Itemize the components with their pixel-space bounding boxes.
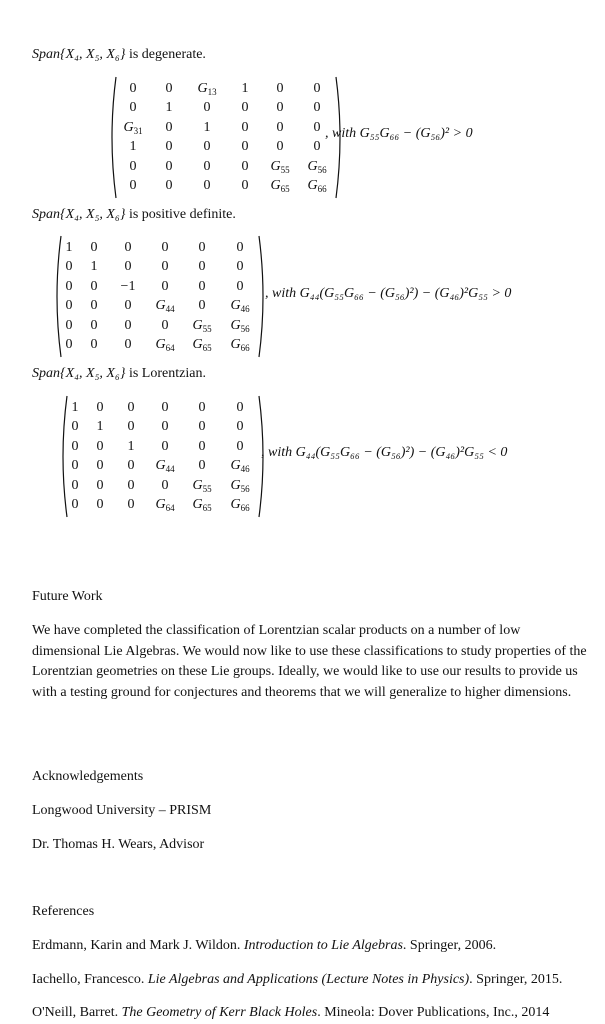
acknowledgement-item: Dr. Thomas H. Wears, Advisor [32, 837, 205, 852]
matrix-entry-text: 0 [313, 119, 321, 135]
reference-authors: Erdmann, Karin and Mark J. Wildon. [32, 938, 244, 953]
matrix-entry [184, 238, 220, 258]
section-heading-lorentzian [32, 364, 206, 384]
matrix-entry: $G_{13}$ [197, 80, 217, 97]
matrix-entry [115, 177, 151, 197]
matrix-entry-text: 0 [165, 158, 173, 174]
matrix-entry [184, 398, 220, 418]
acknowledgement-item: Longwood University – PRISM [32, 803, 212, 818]
matrix-entry [220, 277, 260, 297]
matrix-entry-text: 0 [198, 298, 206, 314]
matrix-entry [116, 437, 146, 457]
matrix-entry [220, 258, 260, 278]
matrix-entry [110, 238, 146, 258]
matrix-entry: $G_{56}$ [307, 158, 327, 175]
matrix-entry [146, 476, 184, 496]
matrix-entry [151, 99, 187, 119]
matrix-entry [110, 297, 146, 317]
matrix-entry-text: 0 [161, 419, 169, 435]
matrix-entry [184, 277, 220, 297]
matrix-entry [116, 418, 146, 438]
matrix-entry [146, 437, 184, 457]
matrix-entry [220, 418, 260, 438]
reference-item [32, 1003, 549, 1023]
matrix-entry [187, 177, 227, 197]
heading-text: is positive definite. [125, 207, 236, 222]
matrix-entry-text: 1 [71, 399, 79, 415]
matrix-degenerate [115, 79, 337, 196]
matrix-entry [66, 496, 84, 516]
reference-item [32, 970, 562, 990]
matrix-entry-text: 0 [313, 139, 321, 155]
matrix-row [66, 398, 260, 418]
matrix-entry [151, 138, 187, 158]
matrix-row [60, 277, 260, 297]
matrix-row [115, 138, 337, 158]
matrix-entry [146, 398, 184, 418]
matrix-entry [297, 118, 337, 138]
matrix-entry [297, 138, 337, 158]
matrix-entry-text: 0 [198, 399, 206, 415]
matrix-entry: $G_{46}$ [230, 458, 250, 475]
matrix-entry-text: 0 [65, 317, 73, 333]
matrix-entry-text: 0 [203, 158, 211, 174]
matrix-entry-text: 0 [96, 458, 104, 474]
matrix-entry [66, 457, 84, 477]
matrix-entry [184, 457, 220, 477]
matrix-entry-text: 0 [129, 158, 137, 174]
matrix-entry: $G_{66}$ [230, 337, 250, 354]
matrix-entry-text: 0 [241, 139, 249, 155]
matrix-entry-text: 1 [96, 419, 104, 435]
matrix-entry-text: 0 [203, 100, 211, 116]
matrix-entry [116, 476, 146, 496]
matrix-entry [115, 99, 151, 119]
matrix-row [60, 297, 260, 317]
matrix-entry-text: 0 [276, 119, 284, 135]
matrix-entry-text: 0 [124, 239, 132, 255]
reference-authors: O'Neill, Barret. [32, 1005, 122, 1020]
matrix-entry-text: 0 [161, 259, 169, 275]
matrix-entry [146, 316, 184, 336]
matrix-entry-text: 0 [198, 259, 206, 275]
reference-item [32, 936, 496, 956]
matrix-entry [184, 258, 220, 278]
matrix-row [115, 79, 337, 99]
matrix-entry [151, 79, 187, 99]
matrix-entry [263, 99, 297, 119]
condition-positive-definite: , with G₄₄(G₅₅G₆₆ − (G₅₆)²) − (G₄₆)²G₅₅ > 0 [265, 286, 512, 301]
matrix-entry [151, 118, 187, 138]
matrix-entry [115, 79, 151, 99]
matrix-entry-text: 0 [90, 239, 98, 255]
matrix-entry [187, 118, 227, 138]
matrix-entry-text: 0 [165, 139, 173, 155]
matrix-entry: $G_{64}$ [155, 337, 175, 354]
matrix-entry-text: 1 [241, 80, 249, 96]
matrix-row [115, 118, 337, 138]
matrix-entry [220, 437, 260, 457]
matrix-row [66, 437, 260, 457]
matrix-entry [84, 457, 116, 477]
matrix-entry: $G_{46}$ [230, 298, 250, 315]
matrix-entry [84, 418, 116, 438]
matrix-entry [227, 177, 263, 197]
matrix-entry-text: 0 [236, 438, 244, 454]
matrix-entry-text: 0 [313, 100, 321, 116]
matrix-entry [84, 398, 116, 418]
matrix-entry [116, 398, 146, 418]
matrix-entry [187, 99, 227, 119]
matrix-entry-text: 0 [71, 497, 79, 513]
matrix-entry: $G_{55}$ [192, 477, 212, 494]
matrix-entry [115, 157, 151, 177]
matrix-entry: $G_{56}$ [230, 477, 250, 494]
matrix-entry-text: 0 [236, 419, 244, 435]
matrix-entry [60, 316, 78, 336]
matrix-entry-text: 0 [198, 239, 206, 255]
matrix-entry-text: 0 [127, 419, 135, 435]
matrix-row [60, 316, 260, 336]
matrix-entry [146, 277, 184, 297]
matrix-entry: $G_{66}$ [230, 497, 250, 514]
matrix-entry [78, 316, 110, 336]
matrix-entry-text: 0 [165, 80, 173, 96]
matrix-entry [66, 476, 84, 496]
matrix-entry-text: 0 [127, 399, 135, 415]
reference-title: Lie Algebras and Applications (Lecture Notes in Physics) [147, 972, 470, 987]
matrix-entry [187, 157, 227, 177]
span-expression: Span{X₄, X₅, X₆} [32, 207, 126, 222]
matrix-entry-text: 0 [71, 419, 79, 435]
section-heading-positive-definite [32, 205, 236, 225]
matrix-entry-text: 0 [276, 139, 284, 155]
matrix-entry [220, 398, 260, 418]
heading-text: is Lorentzian. [125, 366, 206, 381]
reference-title: The Geometry of Kerr Black Holes [121, 1005, 318, 1020]
matrix-entry [227, 99, 263, 119]
matrix-entry: $G_{31}$ [123, 119, 143, 136]
matrix-entry-text: 0 [127, 458, 135, 474]
matrix-entry [110, 336, 146, 356]
matrix-entry-text: 0 [65, 259, 73, 275]
matrix-entry-text: 1 [203, 119, 211, 135]
matrix-entry [110, 277, 146, 297]
matrix-entry-text: 0 [165, 119, 173, 135]
matrix-entry [220, 238, 260, 258]
matrix-entry [78, 336, 110, 356]
matrix-row [115, 177, 337, 197]
matrix-entry-text: 1 [65, 239, 73, 255]
matrix-entry-text: 0 [129, 80, 137, 96]
matrix-row [60, 258, 260, 278]
matrix-entry [115, 138, 151, 158]
condition-degenerate: , with G₅₅G₆₆ − (G₅₆)² > 0 [325, 126, 473, 141]
matrix-entry [184, 418, 220, 438]
matrix-entry: $G_{65}$ [270, 178, 290, 195]
matrix-entry-text: 0 [129, 178, 137, 194]
matrix-entry-text: 0 [161, 239, 169, 255]
matrix-entry-text: 0 [161, 278, 169, 294]
matrix-entry-text: 0 [124, 259, 132, 275]
matrix-entry-text: 0 [129, 100, 137, 116]
matrix-entry-text: 0 [241, 158, 249, 174]
matrix-entry-text: 0 [161, 399, 169, 415]
matrix-entry [60, 336, 78, 356]
matrix-entry [146, 418, 184, 438]
matrix-entry-text: 0 [198, 458, 206, 474]
matrix-entry-text: 0 [90, 337, 98, 353]
matrix-entry [151, 157, 187, 177]
matrix-entry: $G_{66}$ [307, 178, 327, 195]
reference-authors: Iachello, Francesco. [32, 972, 148, 987]
matrix-entry: $G_{44}$ [155, 298, 175, 315]
matrix-entry-text: 0 [276, 100, 284, 116]
matrix-entry [78, 277, 110, 297]
matrix-entry-text: 0 [96, 497, 104, 513]
matrix-row [60, 336, 260, 356]
matrix-row [66, 496, 260, 516]
matrix-entry-text: 0 [161, 477, 169, 493]
matrix-entry-text: 0 [198, 278, 206, 294]
matrix-entry [297, 79, 337, 99]
matrix-entry-text: 1 [129, 139, 137, 155]
matrix-entry-text: 0 [90, 278, 98, 294]
matrix-entry [60, 258, 78, 278]
matrix-entry [110, 316, 146, 336]
matrix-entry-text: 0 [161, 438, 169, 454]
matrix-row [60, 238, 260, 258]
matrix-entry [60, 238, 78, 258]
span-expression: Span{X₄, X₅, X₆} [32, 366, 126, 381]
matrix-entry [116, 496, 146, 516]
matrix-entry-text: 0 [236, 278, 244, 294]
matrix-entry [227, 157, 263, 177]
matrix-entry-text: 1 [90, 259, 98, 275]
span-expression: Span{X₄, X₅, X₆} [32, 47, 126, 62]
matrix-row [66, 476, 260, 496]
matrix-entry-text: 0 [203, 139, 211, 155]
matrix-entry-text: 0 [203, 178, 211, 194]
references-heading: References [32, 904, 95, 919]
matrix-entry-text: 0 [90, 317, 98, 333]
matrix-entry-text: 0 [241, 178, 249, 194]
acknowledgements-heading: Acknowledgements [32, 769, 144, 784]
matrix-entry [78, 297, 110, 317]
matrix-entry [84, 476, 116, 496]
matrix-entry [227, 79, 263, 99]
matrix-entry [263, 118, 297, 138]
matrix-entry [227, 118, 263, 138]
matrix-entry [227, 138, 263, 158]
matrix-entry [146, 258, 184, 278]
matrix-entry: $G_{55}$ [270, 158, 290, 175]
matrix-entry: $G_{65}$ [192, 497, 212, 514]
matrix-row [66, 457, 260, 477]
matrix-entry [66, 418, 84, 438]
matrix-entry [184, 297, 220, 317]
matrix-entry-text: 0 [127, 497, 135, 513]
matrix-entry [66, 398, 84, 418]
matrix-entry-text: 0 [161, 317, 169, 333]
reference-publisher: . Mineola: Dover Publications, Inc., 2014 [317, 1005, 550, 1020]
matrix-entry-text: 1 [165, 100, 173, 116]
matrix-entry-text: 0 [71, 458, 79, 474]
future-work-body: We have completed the classification of Lorentzian scalar products on a number of low dimensional Lie Algebras. We would now like to use these classifications to study properties of the Lorentzian geometries on these Lie groups. Ideally, we would like to use our results to provide us with a testing ground for conjectures and theorems that we will generalize to higher dimensions. [32, 623, 587, 700]
matrix-entry-text: 0 [71, 477, 79, 493]
matrix-entry-text: 0 [127, 477, 135, 493]
reference-publisher: . Springer, 2015. [469, 972, 563, 987]
future-work-heading: Future Work [32, 589, 103, 604]
matrix-entry-text: 0 [96, 477, 104, 493]
matrix-entry: $G_{55}$ [192, 317, 212, 334]
matrix-positive-definite [60, 238, 260, 355]
matrix-entry [60, 277, 78, 297]
matrix-entry-text: 0 [65, 278, 73, 294]
matrix-entry-text: 0 [236, 239, 244, 255]
heading-text: is degenerate. [125, 47, 206, 62]
matrix-entry [187, 138, 227, 158]
matrix-entry-text: 0 [198, 438, 206, 454]
matrix-entry-text: 0 [241, 119, 249, 135]
matrix-entry-text: 0 [313, 80, 321, 96]
matrix-entry-text: 0 [96, 399, 104, 415]
matrix-entry-text: 0 [65, 298, 73, 314]
matrix-row [115, 157, 337, 177]
matrix-entry [263, 138, 297, 158]
matrix-row [66, 418, 260, 438]
condition-lorentzian: , with G₄₄(G₅₅G₆₆ − (G₅₆)²) − (G₄₆)²G₅₅ < 0 [261, 445, 508, 460]
reference-publisher: . Springer, 2006. [402, 938, 497, 953]
matrix-entry-text: 0 [96, 438, 104, 454]
matrix-entry [66, 437, 84, 457]
matrix-entry [78, 238, 110, 258]
matrix-entry-text: 0 [241, 100, 249, 116]
matrix-entry-text: 0 [276, 80, 284, 96]
matrix-entry-text: 0 [124, 298, 132, 314]
matrix-entry [146, 238, 184, 258]
matrix-entry: $G_{44}$ [155, 458, 175, 475]
matrix-entry-text: 0 [198, 419, 206, 435]
matrix-entry [84, 437, 116, 457]
matrix-entry [297, 99, 337, 119]
section-heading-degenerate [32, 45, 206, 65]
matrix-entry-text: 0 [90, 298, 98, 314]
matrix-entry [84, 496, 116, 516]
matrix-entry: $G_{64}$ [155, 497, 175, 514]
matrix-entry [116, 457, 146, 477]
matrix-entry [151, 177, 187, 197]
matrix-entry-text: 0 [71, 438, 79, 454]
matrix-entry-text: 0 [165, 178, 173, 194]
matrix-entry-text: 0 [65, 337, 73, 353]
matrix-entry [263, 79, 297, 99]
matrix-entry-text: −1 [120, 278, 136, 294]
matrix-entry-text: 0 [236, 259, 244, 275]
matrix-lorentzian [66, 398, 260, 515]
matrix-entry-text: 1 [127, 438, 135, 454]
matrix-entry [110, 258, 146, 278]
matrix-row [115, 99, 337, 119]
reference-title: Introduction to Lie Algebras [243, 938, 403, 953]
matrix-entry-text: 0 [236, 399, 244, 415]
matrix-entry [60, 297, 78, 317]
matrix-entry-text: 0 [124, 337, 132, 353]
matrix-entry [78, 258, 110, 278]
matrix-entry: $G_{65}$ [192, 337, 212, 354]
matrix-entry [184, 437, 220, 457]
matrix-entry: $G_{56}$ [230, 317, 250, 334]
matrix-entry-text: 0 [124, 317, 132, 333]
